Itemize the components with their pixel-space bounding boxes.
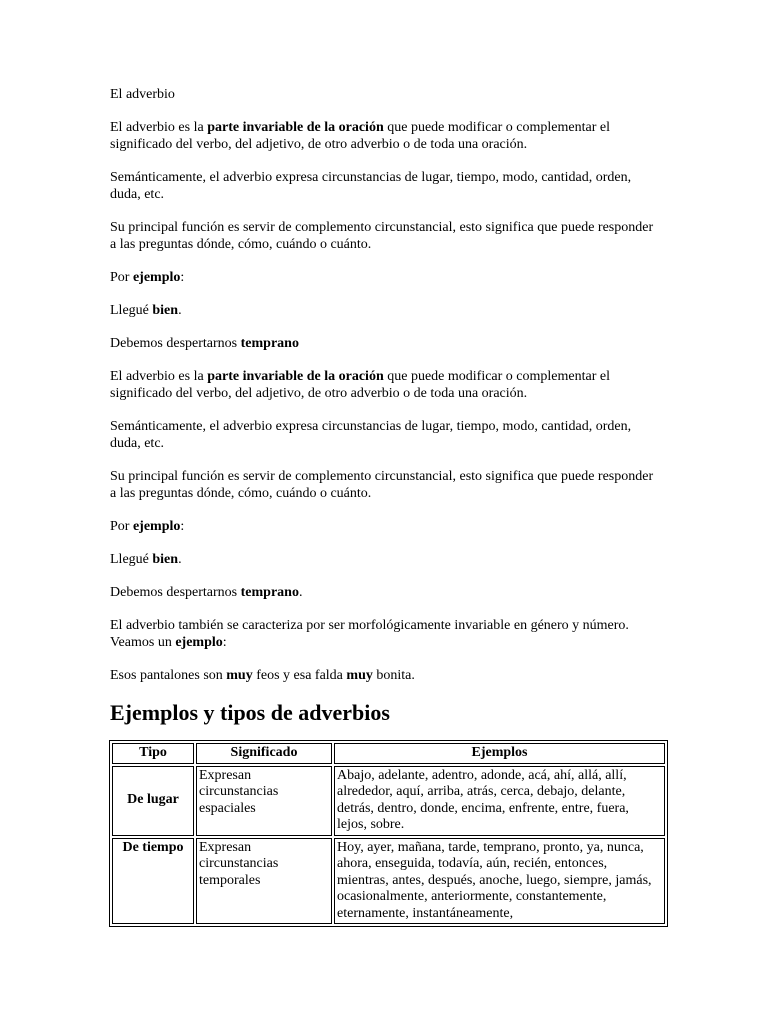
bold-text: bien: [152, 303, 179, 318]
adverb-types-table: [109, 740, 668, 927]
text-run: Su principal función es servir de complemento circunstancial, esto significa que puede responder a las preguntas dónde, cómo, cuándo o cuánto.: [110, 469, 654, 501]
bold-text: bien: [152, 552, 179, 567]
bold-text: muy: [346, 668, 373, 683]
table-header-row: [112, 743, 665, 764]
text-run: Semánticamente, el adverbio expresa circunstancias de lugar, tiempo, modo, cantidad, orden, duda, etc.: [110, 170, 632, 202]
bold-text: temprano: [240, 336, 299, 351]
paragraph: [110, 269, 655, 286]
text-run: Por: [110, 519, 133, 534]
cell-significado: Expresan circunstancias espaciales: [196, 766, 332, 836]
paragraph: [110, 169, 655, 203]
paragraph: [110, 418, 655, 452]
paragraph-list: [110, 119, 655, 684]
text-run: El adverbio es la: [110, 120, 208, 135]
text-run: feos y esa falda: [252, 668, 347, 683]
document-title: El adverbio: [110, 87, 175, 102]
paragraph: [110, 335, 655, 352]
paragraph: [110, 119, 655, 153]
paragraph: [110, 584, 655, 601]
cell-tipo: De tiempo: [112, 838, 194, 925]
paragraph: [110, 468, 655, 502]
section-heading: Ejemplos y tipos de adverbios: [110, 700, 390, 725]
text-run: :: [180, 519, 185, 534]
header-tipo: Tipo: [112, 743, 194, 764]
text-run: .: [178, 552, 182, 567]
cell-tipo: De lugar: [112, 766, 194, 836]
text-run: :: [180, 270, 185, 285]
bold-text: muy: [226, 668, 253, 683]
header-ejemplos: Ejemplos: [334, 743, 665, 764]
cell-significado: Expresan circunstancias temporales: [196, 838, 332, 925]
paragraph: [110, 368, 655, 402]
paragraph: [110, 617, 655, 651]
document-body: [110, 86, 655, 927]
cell-ejemplos: Hoy, ayer, mañana, tarde, temprano, pronto, ya, nunca, ahora, enseguida, todavía, aún, recién, entonces, mientras, antes, después, anoche, luego, siempre, jamás, ocasionalmente, anteriormente, constantemente, eternamente, instantáneamente,: [334, 838, 665, 925]
text-run: que puede modificar o complementar el significado del verbo, del adjetivo, de otro adverbio o de toda una oración.: [110, 120, 610, 152]
cell-ejemplos: Abajo, adelante, adentro, adonde, acá, ahí, allá, allí, alrededor, aquí, arriba, atrás, cerca, debajo, delante, detrás, dentro, donde, encima, enfrente, entre, fuera, lejos, sobre.: [334, 766, 665, 836]
paragraph: [110, 667, 655, 684]
text-run: que puede modificar o complementar el significado del verbo, del adjetivo, de otro adverbio o de toda una oración.: [110, 369, 610, 401]
table-row: [112, 838, 665, 925]
text-run: Semánticamente, el adverbio expresa circunstancias de lugar, tiempo, modo, cantidad, orden, duda, etc.: [110, 419, 632, 451]
text-run: Llegué: [110, 303, 153, 318]
header-significado: Significado: [196, 743, 332, 764]
bold-text: ejemplo: [132, 270, 181, 285]
text-run: Por: [110, 270, 133, 285]
bold-text: parte invariable de la oración: [207, 369, 384, 384]
text-run: .: [298, 585, 303, 600]
paragraph: [110, 219, 655, 253]
bold-text: ejemplo: [132, 519, 181, 534]
bold-text: ejemplo: [175, 635, 223, 650]
paragraph: [110, 302, 655, 319]
table-row: [112, 766, 665, 836]
text-run: Su principal función es servir de complemento circunstancial, esto significa que puede responder a las preguntas dónde, cómo, cuándo o cuánto.: [110, 220, 654, 252]
text-run: Esos pantalones son: [110, 668, 227, 683]
paragraph: [110, 551, 655, 568]
text-run: El adverbio es la: [110, 369, 208, 384]
text-run: Llegué: [110, 552, 153, 567]
text-run: :: [222, 635, 227, 650]
paragraph: [110, 518, 655, 535]
text-run: Debemos despertarnos: [110, 336, 241, 351]
bold-text: parte invariable de la oración: [207, 120, 384, 135]
text-run: .: [178, 303, 182, 318]
text-run: Debemos despertarnos: [110, 585, 241, 600]
bold-text: temprano: [240, 585, 299, 600]
text-run: bonita.: [372, 668, 415, 683]
text-run: El adverbio también se caracteriza por ser morfológicamente invariable en género y número. Veamos un: [110, 618, 629, 650]
